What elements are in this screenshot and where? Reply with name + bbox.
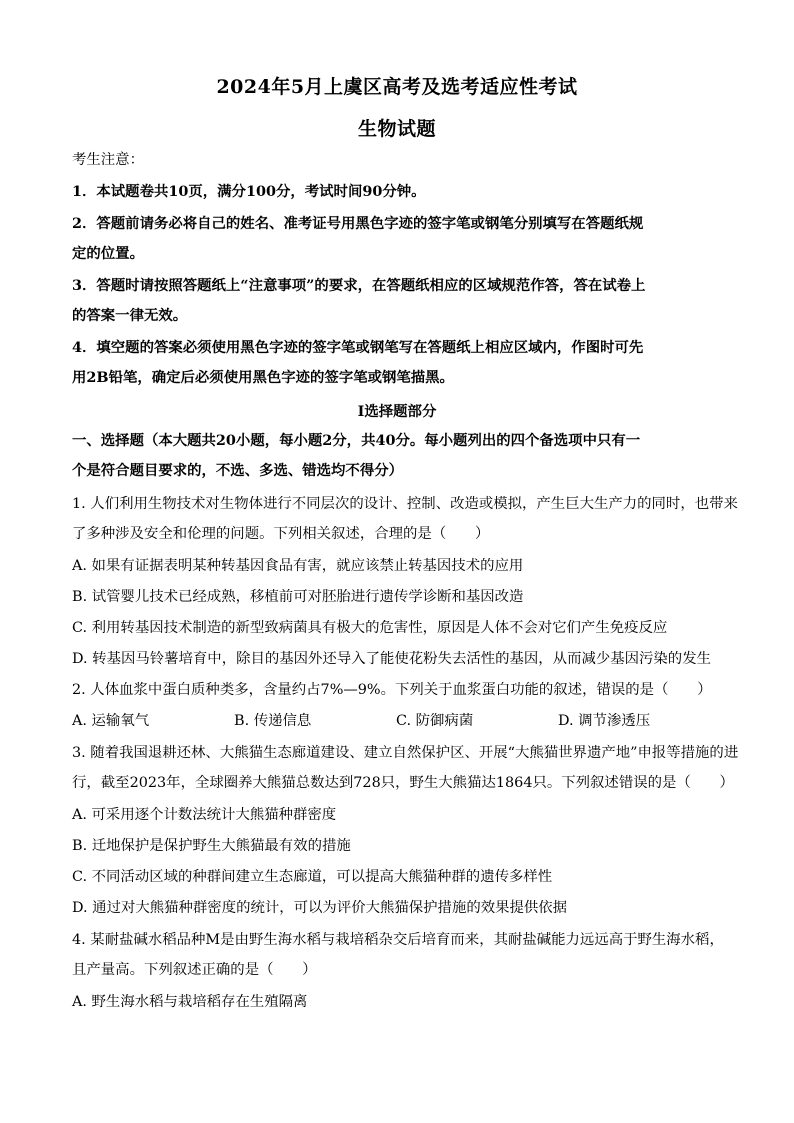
q4-option-a: A. 野生海水稻与栽培稻存在生殖隔离 xyxy=(72,994,308,1010)
notice-item-4: 4．填空题的答案必须使用黑色字迹的签字笔或钢笔写在答题纸上相应区域内，作图时可先 xyxy=(72,339,644,356)
q2-stem: 2. 人体血浆中蛋白质种类多，含量约占7%—9%。下列关于血浆蛋白功能的叙述，错误的是（ ） xyxy=(72,682,712,698)
section-intro: 一、选择题（本大题共20小题，每小题2分，共40分。每小题列出的四个备选项中只有一 xyxy=(72,432,641,449)
section-heading: Ⅰ选择题部分 xyxy=(357,403,437,420)
notice-item-4-cont: 用2B铅笔，确定后必须使用黑色字迹的签字笔或钢笔描黑。 xyxy=(72,369,454,386)
q2-option-b: B. 传递信息 xyxy=(234,713,312,729)
notice-heading: 考生注意： xyxy=(72,152,144,168)
q4-stem-cont: 且产量高。下列叙述正确的是（ ） xyxy=(72,962,317,978)
q1-option-d: D. 转基因马铃薯培育中，除目的基因外还导入了能使花粉失去活性的基因，从而减少基因污染的发生 xyxy=(72,651,711,667)
q3-option-b: B. 迁地保护是保护野生大熊猫最有效的措施 xyxy=(72,838,351,854)
q3-stem: 3. 随着我国退耕还林、大熊猫生态廊道建设、建立自然保护区、开展“大熊猫世界遗产地”申报等措施的进 xyxy=(72,745,739,761)
notice-item-1: 1．本试题卷共10页，满分100分，考试时间90分钟。 xyxy=(72,183,426,200)
q3-stem-cont: 行，截至2023年，全球圈养大熊猫总数达到728只，野生大熊猫达1864只。下列叙述错误的是（ ） xyxy=(72,775,734,791)
q4-stem: 4. 某耐盐碱水稻品种M是由野生海水稻与栽培稻杂交后培育而来，其耐盐碱能力远远高于野生海水稻， xyxy=(72,932,724,948)
notice-item-2-cont: 定的位置。 xyxy=(72,245,144,262)
q2-option-a: A. 运输氧气 xyxy=(72,713,150,729)
q1-stem: 1. 人们利用生物技术对生物体进行不同层次的设计、控制、改造或模拟，产生巨大生产力的同时，也带来 xyxy=(72,496,738,512)
q1-option-a: A. 如果有证据表明某种转基因食品有害，就应该禁止转基因技术的应用 xyxy=(72,558,524,574)
notice-item-3-cont: 的答案一律无效。 xyxy=(72,307,188,324)
q1-option-b: B. 试管婴儿技术已经成熟，移植前可对胚胎进行遗传学诊断和基因改造 xyxy=(72,589,524,605)
q2-option-d: D. 调节渗透压 xyxy=(558,713,651,729)
q3-option-c: C. 不同活动区域的种群间建立生态廊道，可以提高大熊猫种群的遗传多样性 xyxy=(72,869,553,885)
q2-option-c: C. 防御病菌 xyxy=(396,713,474,729)
q1-option-c: C. 利用转基因技术制造的新型致病菌具有极大的危害性，原因是人体不会对它们产生免疫反应 xyxy=(72,620,668,636)
exam-title: 2024年5月上虞区高考及选考适应性考试 xyxy=(216,76,578,98)
notice-item-2: 2．答题前请务必将自己的姓名、准考证号用黑色字迹的签字笔或钢笔分别填写在答题纸规 xyxy=(72,215,644,232)
q3-option-d: D. 通过对大熊猫种群密度的统计，可以为评价大熊猫保护措施的效果提供依据 xyxy=(72,900,568,916)
notice-item-3: 3．答题时请按照答题纸上“注意事项”的要求，在答题纸相应的区域规范作答，答在试卷上 xyxy=(72,277,646,294)
section-intro-cont: 个是符合题目要求的，不选、多选、错选均不得分） xyxy=(72,462,403,479)
q1-stem-cont: 了多种涉及安全和伦理的问题。下列相关叙述，合理的是（ ） xyxy=(72,526,490,542)
exam-subtitle: 生物试题 xyxy=(357,118,436,140)
q3-option-a: A. 可采用逐个计数法统计大熊猫种群密度 xyxy=(72,807,337,823)
